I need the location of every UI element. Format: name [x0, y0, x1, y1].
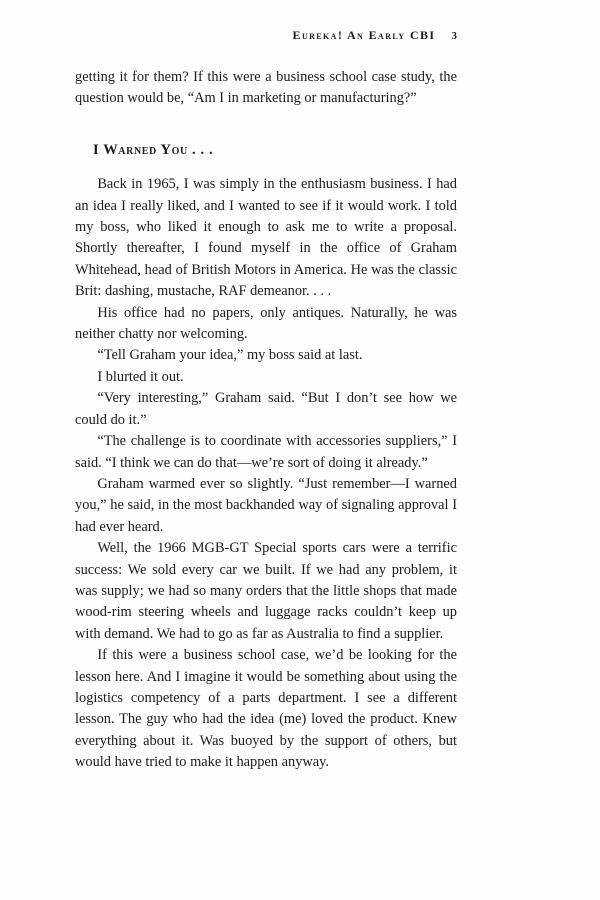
paragraph: I blurted it out.: [97, 368, 184, 385]
paragraph: “Tell Graham your idea,” my boss said at last.: [97, 347, 363, 364]
paragraph: Back in 1965, I was simply in the enthusiasm business. I had an idea I really liked, and I wanted to see if it would work. I told my boss, who liked it enough to ask me to write a proposal. Shortly thereafter, I found myself in the office of Graham Whitehead, head of British Motors in America. He was the classic Brit: dashing, mustache, RAF demeanor. . . .: [75, 176, 457, 300]
running-head: [75, 28, 457, 43]
page-number: 3: [451, 30, 457, 42]
paragraph: If this were a business school case, we’d be looking for the lesson here. And I imagine it would be something about using the logistics competency of a parts department. I see a different lesson. The guy who had the idea (me) loved the product. Knew everything about it. Was buoyed by the support of others, but would have tried to make it happen anyway.: [75, 647, 457, 771]
paragraph: “Very interesting,” Graham said. “But I don’t see how we could do it.”: [75, 390, 457, 428]
running-head-title: Eureka! An Early CBI: [292, 28, 436, 42]
page-body: [75, 67, 457, 774]
paragraph: “The challenge is to coordinate with accessories suppliers,” I said. “I think we can do that—we’re sort of doing it already.”: [75, 433, 457, 471]
page-content: [75, 28, 457, 774]
paragraph: His office had no papers, only antiques. Naturally, he was neither chatty nor welcoming.: [75, 304, 457, 343]
section-heading: I Warned You . . .: [93, 141, 214, 158]
paragraph-continuation: getting it for them? If this were a business school case study, the question would be, “Am I in marketing or manufacturing?”: [75, 69, 457, 107]
paragraph: Graham warmed ever so slightly. “Just remember—I warned you,” he said, in the most backhanded way of signaling approval I had ever heard.: [75, 475, 457, 535]
paragraph: Well, the 1966 MGB-GT Special sports cars were a terrific success: We sold every car we built. If we had any problem, it was supply; we had so many orders that the little shops that made wood-rim steering wheels and luggage racks couldn’t keep up with demand. We had to go as far as Australia to find a supplier.: [75, 540, 457, 642]
